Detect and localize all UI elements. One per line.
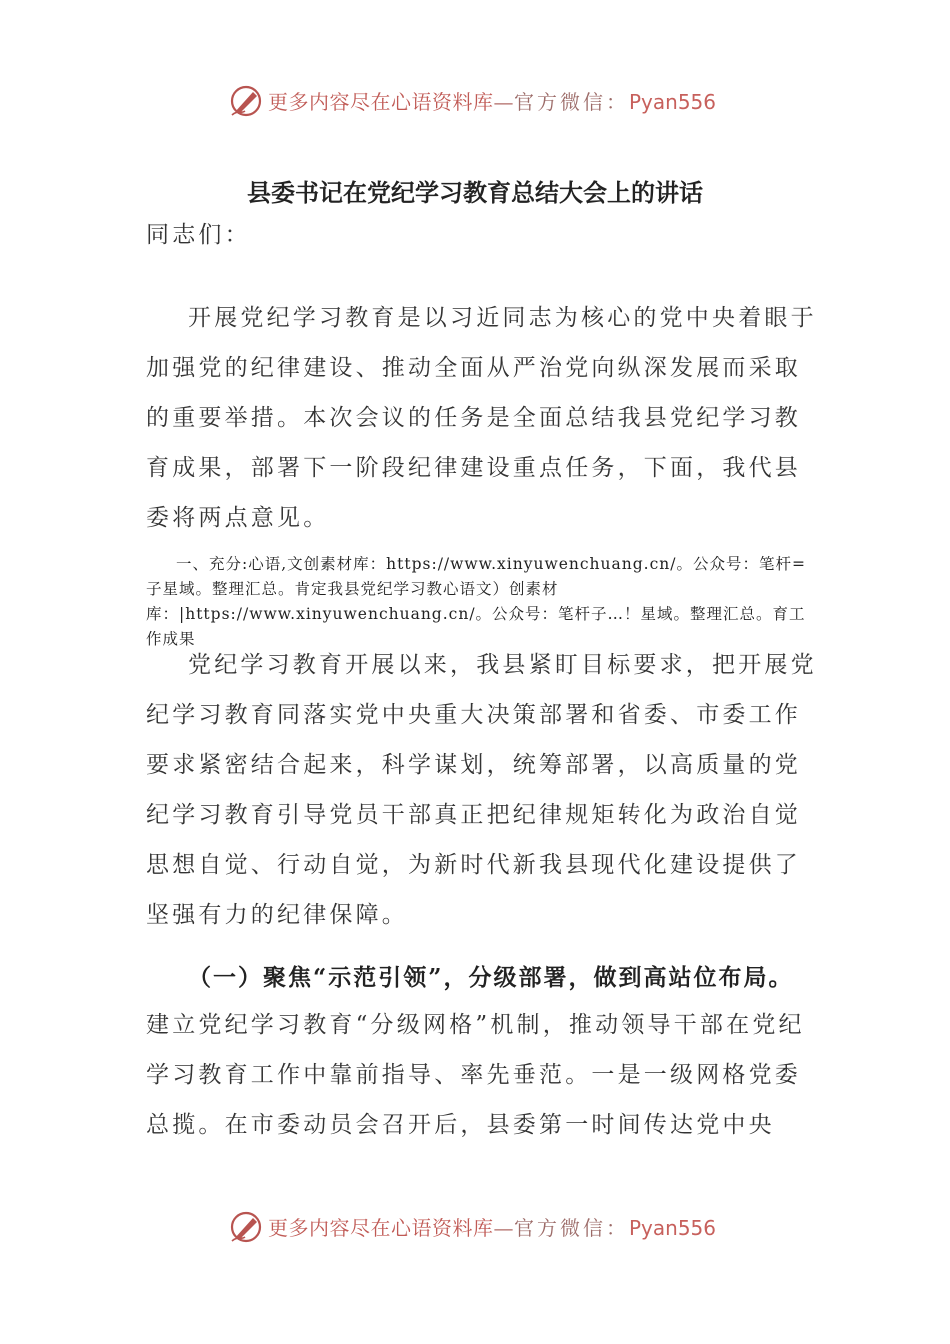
document-title: 县委书记在党纪学习教育总结大会上的讲话 [247, 178, 703, 207]
footer-banner [0, 1208, 950, 1248]
banner-wechat-id: Pyan556 [629, 90, 717, 114]
section-heading-text: 一、充分:心语,文创素材库：https://www.xinyuwenchuang.cn/。公众号：笔杆=子星域。整理汇总。肯定我县党纪学习教心语文）创素材库：|https://www.xinyuwenchuang.cn/。公众号：笔杆子…！星域。整理汇总。育工作成果 [146, 555, 806, 648]
paragraph-achievements-text: 党纪学习教育开展以来，我县紧盯目标要求，把开展党纪学习教育同落实党中央重大决策部署和省委、市委工作要求紧密结合起来，科学谋划，统筹部署，以高质量的党纪学习教育引导党员干部真正把纪律规矩转化为政治自觉思想自觉、行动自觉，为新时代新我县现代化建设提供了坚强有力的纪律保障。 [146, 652, 817, 928]
paragraph-achievements [146, 640, 818, 940]
banner-wechat-label: 官方微信： [514, 90, 629, 114]
banner-dash: — [493, 90, 514, 114]
banner-text [268, 1215, 716, 1241]
paragraph-grid-mechanism: 建立党纪学习教育“分级网格”机制，推动领导干部在党纪学习教育工作中靠前指导、率先垂范。一是一级网格党委总揽。在市委动员会召开后，县委第一时间传达党中央 [146, 1012, 805, 1138]
banner-brand: 更多内容尽在心语资料库 [268, 90, 494, 114]
pen-logo-icon [229, 1210, 263, 1244]
section-heading-line [146, 552, 810, 652]
paragraph-intro [146, 293, 818, 543]
header-banner [0, 82, 950, 122]
banner-dash: — [493, 1216, 514, 1240]
greeting: 同志们： [146, 222, 251, 248]
paragraph-intro-text: 开展党纪学习教育是以习近同志为核心的党中央着眼于加强党的纪律建设、推动全面从严治党向纵深发展而采取的重要举措。本次会议的任务是全面总结我县党纪学习教育成果，部署下一阶段纪律建设重点任务，下面，我代县委将两点意见。 [146, 305, 817, 531]
banner-brand: 更多内容尽在心语资料库 [268, 1216, 494, 1240]
pen-logo-icon [229, 84, 263, 118]
banner-text [268, 89, 716, 115]
banner-wechat-id: Pyan556 [629, 1216, 717, 1240]
banner-wechat-label: 官方微信： [514, 1216, 629, 1240]
subheading-1: （一）聚焦“示范引领”，分级部署，做到高站位布局。 [188, 964, 794, 991]
